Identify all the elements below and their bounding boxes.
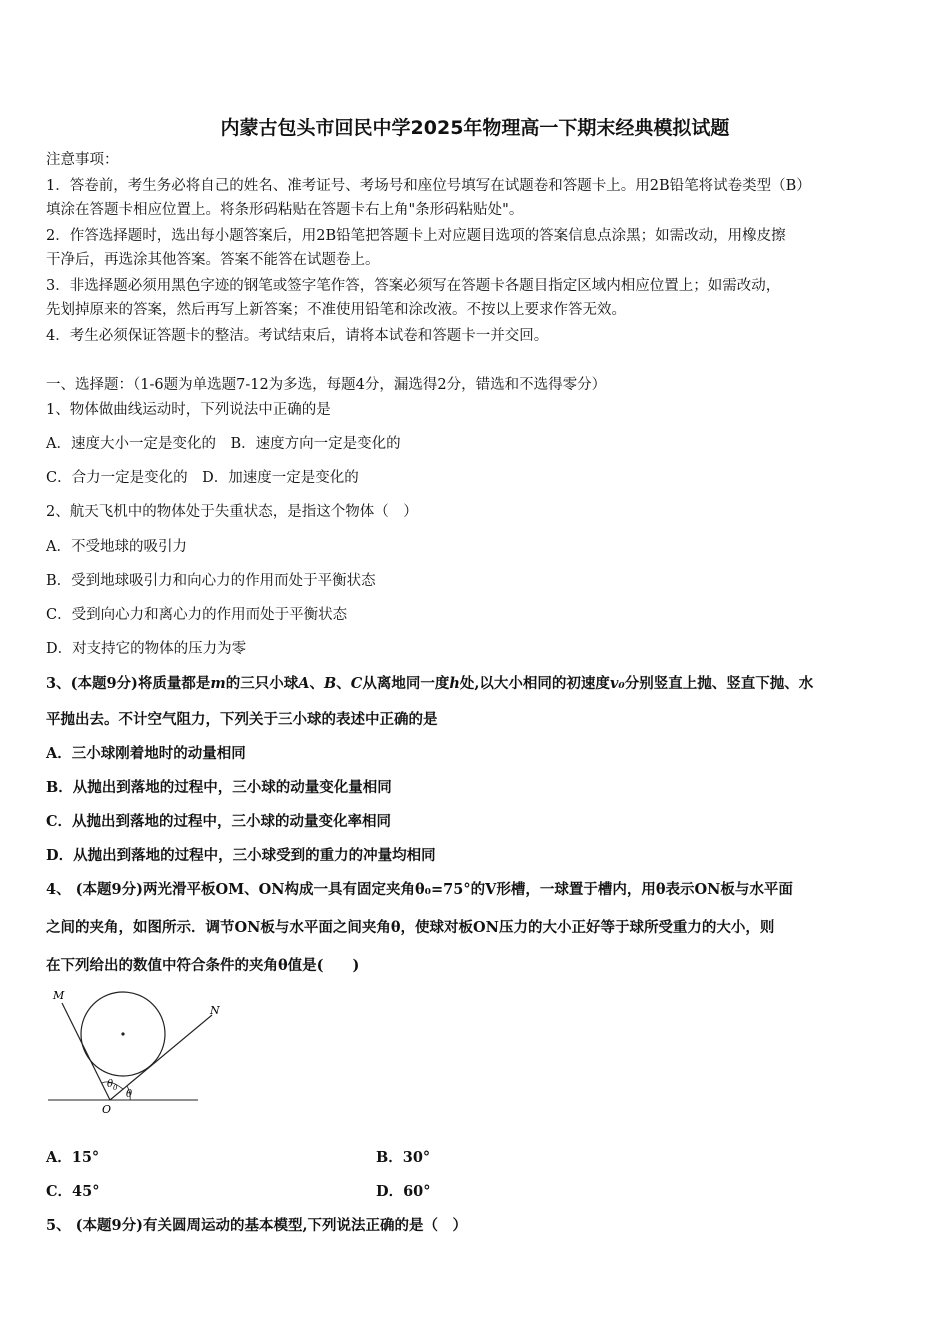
q4-option-a: A．15°: [46, 1149, 100, 1166]
q4-stem-line2: 之间的夹角，如图所示．调节ON板与水平面之间夹角θ，使球对板ON压力的大小正好等于球所受重力的大小，则: [46, 919, 775, 936]
q3-text: 的三只小球: [225, 675, 299, 692]
plate-on: [110, 1015, 212, 1100]
notice-line: 先划掉原来的答案，然后再写上新答案；不准使用铅笔和涂改液。不按以上要求作答无效。: [46, 302, 626, 318]
q4-option-c: C．45°: [46, 1183, 100, 1200]
q3-text: 、: [309, 675, 325, 692]
q3-option-b: B．从抛出到落地的过程中，三小球的动量变化量相同: [46, 779, 392, 796]
label-n: N: [210, 1004, 220, 1017]
q2-stem: 2、航天飞机中的物体处于失重状态，是指这个物体（ ）: [46, 504, 418, 520]
notice-line: 3．非选择题必须用黑色字迹的钢笔或签字笔作答，答案必须写在答题卡各题目指定区域内相应位置上；如需改动，: [46, 278, 781, 294]
q3-text: 、: [336, 675, 351, 692]
v-groove-figure: [40, 985, 240, 1120]
label-theta0-sub: 0: [113, 1084, 118, 1092]
ball-center: [121, 1032, 124, 1035]
q3-stem-line2: 平抛出去。不计空气阻力，下列关于三小球的表述中正确的是: [46, 711, 438, 728]
q3-var-c: C: [350, 675, 363, 692]
q1-stem: 1、物体做曲线运动时，下列说法中正确的是: [46, 402, 331, 418]
q3-stem-line1: [46, 674, 813, 694]
plate-om: [62, 1003, 110, 1100]
notice-line: 2．作答选择题时，选出每小题答案后，用2B铅笔把答题卡上对应题目选项的答案信息点涂黑；如需改动，用橡皮擦: [46, 228, 786, 244]
notice-line: 填涂在答题卡相应位置上。将条形码粘贴在答题卡右上角"条形码粘贴处"。: [46, 202, 524, 218]
label-m: M: [53, 989, 65, 1002]
q2-option-a: A．不受地球的吸引力: [46, 539, 187, 555]
q3-var-v0: v₀: [609, 675, 625, 692]
q2-option-c: C．受到向心力和离心力的作用而处于平衡状态: [46, 607, 348, 623]
q3-option-a: A．三小球刚着地时的动量相同: [46, 745, 246, 762]
q4-option-b: B．30°: [376, 1149, 431, 1166]
q3-text: 从离地同一度: [362, 675, 450, 692]
q3-option-d: D．从抛出到落地的过程中，三小球受到的重力的冲量均相同: [46, 847, 436, 864]
q1-options-cd: C．合力一定是变化的 D．加速度一定是变化的: [46, 470, 359, 486]
q3-text: 处,以大小相同的初速度: [459, 675, 610, 692]
section-heading: 一、选择题：（1-6题为单选题7-12为多选，每题4分，漏选得2分，错选和不选得零分）: [46, 377, 607, 393]
q4-stem-line3: 在下列给出的数值中符合条件的夹角θ值是( ): [46, 957, 360, 974]
q3-var-b: B: [324, 675, 337, 692]
q3-text: 分别竖直上抛、竖直下抛、水: [624, 675, 814, 692]
label-theta0: θ: [107, 1079, 114, 1090]
exam-title: 内蒙古包头市回民中学2025年物理高一下期末经典模拟试题: [220, 117, 730, 139]
q2-option-d: D．对支持它的物体的压力为零: [46, 641, 247, 657]
notice-line: 干净后，再选涂其他答案。答案不能答在试题卷上。: [46, 252, 380, 268]
q2-option-b: B．受到地球吸引力和向心力的作用而处于平衡状态: [46, 573, 376, 589]
q3-var-a: A: [298, 675, 310, 692]
notice-line: 1．答卷前，考生务必将自己的姓名、准考证号、考场号和座位号填写在试题卷和答题卡上。用2B铅笔将试卷类型（B）: [46, 178, 811, 194]
q3-option-c: C．从抛出到落地的过程中，三小球的动量变化率相同: [46, 813, 392, 830]
q5-stem: 5、 (本题9分)有关圆周运动的基本模型,下列说法正确的是（ ）: [46, 1217, 467, 1234]
q4-option-d: D．60°: [376, 1183, 431, 1200]
label-theta: θ: [126, 1089, 133, 1100]
q3-var-m: m: [210, 675, 226, 692]
q3-var-h: h: [449, 675, 460, 692]
notice-line: 4．考生必须保证答题卡的整洁。考试结束后，请将本试卷和答题卡一并交回。: [46, 328, 549, 344]
q4-stem-line1: 4、 (本题9分)两光滑平板OM、ON构成一具有固定夹角θ₀=75°的V形槽，一球置于槽内，用θ表示ON板与水平面: [46, 881, 793, 898]
q1-options-ab: A．速度大小一定是变化的 B．速度方向一定是变化的: [46, 436, 401, 452]
q3-text: 3、(本题9分)将质量都是: [46, 675, 211, 692]
notice-heading: 注意事项：: [46, 152, 119, 168]
label-o: O: [102, 1103, 112, 1116]
